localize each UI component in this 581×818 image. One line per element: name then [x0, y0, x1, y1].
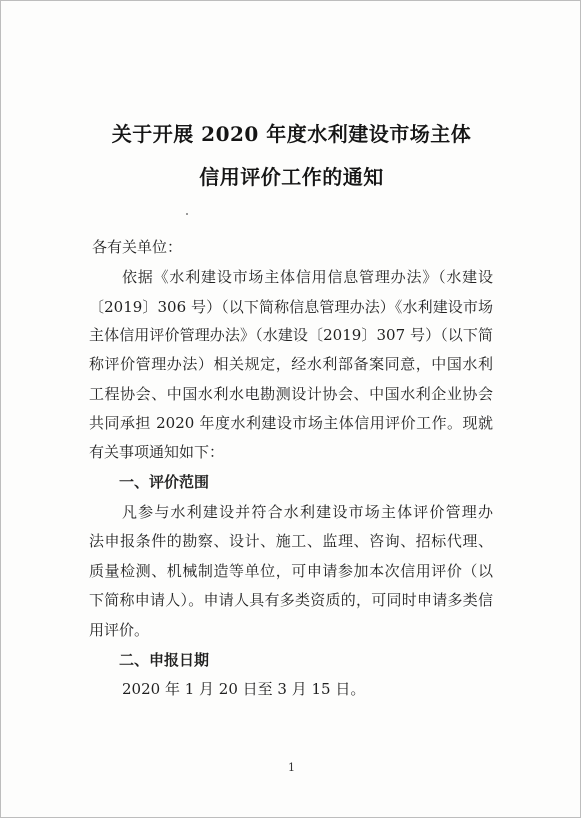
document-title-line-1: 关于开展 2020 年度水利建设市场主体 — [111, 122, 472, 146]
para1-line-6: 共同承担 2020 年度水利建设市场主体信用评价工作。现就 — [89, 414, 493, 432]
para1-line-1: 依据《水利建设市场主体信用信息管理办法》（水建设 — [122, 268, 493, 286]
scan-speck — [186, 213, 188, 215]
para2-line-3: 质量检测、机械制造等单位，可申请参加本次信用评价（以 — [89, 562, 493, 580]
section-heading-scope: 一、评价范围 — [119, 473, 210, 491]
salutation: 各有关单位： — [92, 238, 183, 256]
para2-line-2: 法申报条件的勘察、设计、施工、监理、咨询、招标代理、 — [89, 532, 493, 550]
application-date-line: 2020 年 1 月 20 日至 3 月 15 日。 — [122, 680, 366, 698]
para1-line-4: 称评价管理办法）相关规定，经水利部备案同意，中国水利 — [89, 355, 493, 373]
para1-line-3: 主体信用评价管理办法》（水建设〔2019〕307 号）（以下简 — [89, 326, 493, 344]
para1-line-5: 工程协会、中国水利水电勘测设计协会、中国水利企业协会 — [89, 385, 493, 403]
para1-line-7: 有关事项通知如下： — [89, 443, 225, 461]
document-title-line-2: 信用评价工作的通知 — [199, 165, 384, 189]
section-heading-dates: 二、申报日期 — [119, 651, 210, 669]
para1-line-2: 〔2019〕306 号）（以下简称信息管理办法）《水利建设市场 — [89, 298, 493, 316]
para2-line-1: 凡参与水利建设并符合水利建设市场主体评价管理办 — [122, 503, 493, 521]
para2-line-5: 用评价。 — [89, 621, 150, 639]
para2-line-4: 下简称申请人）。申请人具有多类资质的，可同时申请多类信 — [89, 591, 493, 609]
page-number: 1 — [288, 761, 295, 774]
